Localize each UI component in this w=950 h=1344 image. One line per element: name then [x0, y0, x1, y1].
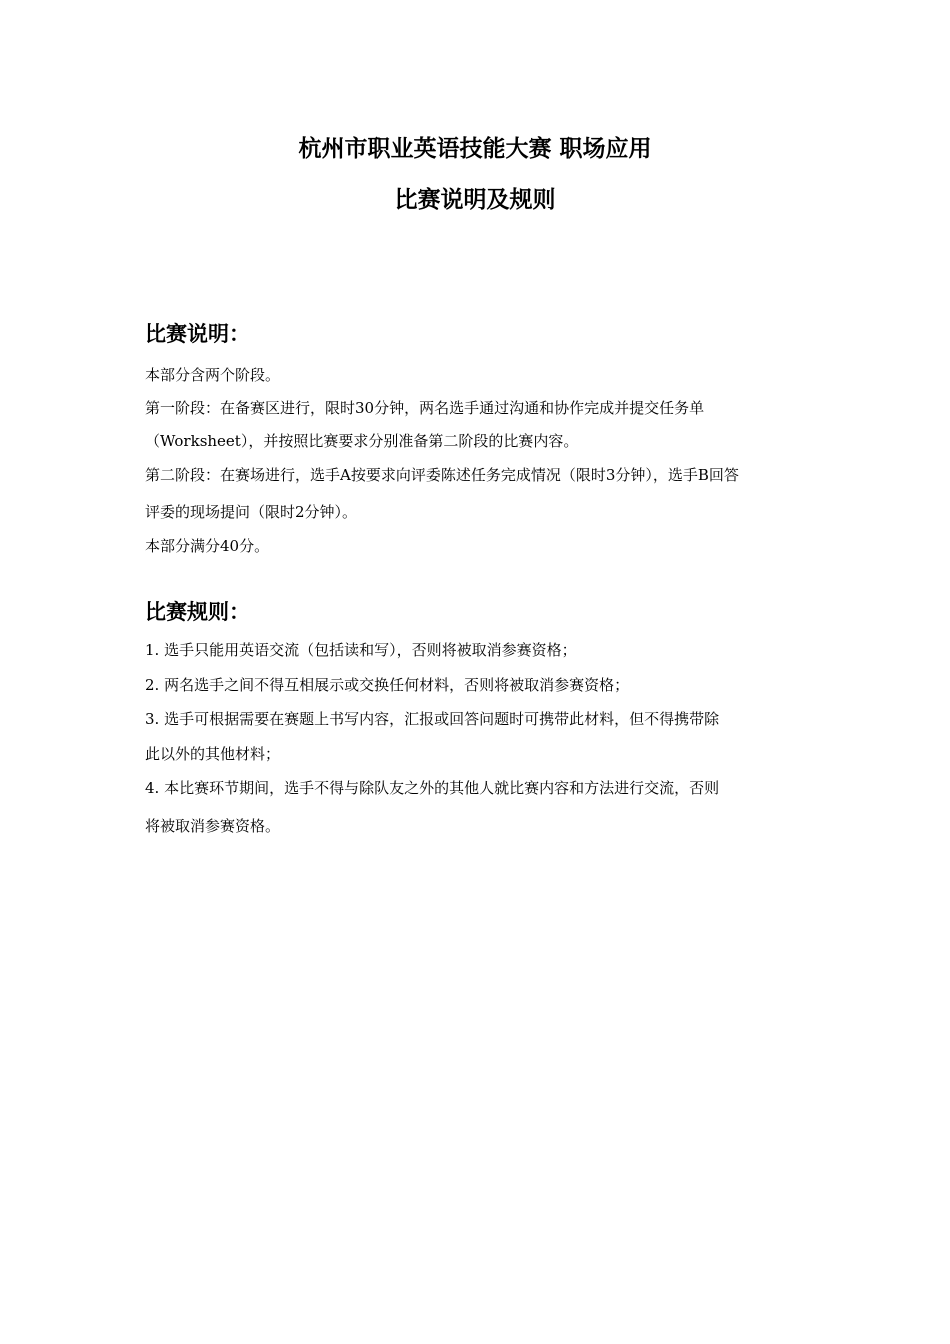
description-line: 本部分含两个阶段。 — [145, 366, 281, 384]
description-line: 第一阶段：在备赛区进行，限时30分钟，两名选手通过沟通和协作完成并提交任务单 — [145, 399, 705, 417]
description-line: 第二阶段：在赛场进行，选手A按要求向评委陈述任务完成情况（限时3分钟），选手B回答 — [145, 466, 739, 484]
document-subtitle: 比赛说明及规则 — [394, 186, 556, 213]
rule-item: 3. 选手可根据需要在赛题上书写内容，汇报或回答问题时可携带此材料，但不得携带除 — [145, 710, 720, 728]
description-heading: 比赛说明： — [145, 321, 250, 346]
rule-item: 4. 本比赛环节期间，选手不得与除队友之外的其他人就比赛内容和方法进行交流，否则 — [145, 779, 720, 797]
rules-heading: 比赛规则： — [145, 599, 250, 624]
description-line: 本部分满分40分。 — [145, 537, 270, 555]
rule-item: 此以外的其他材料； — [145, 745, 281, 763]
rule-item: 1. 选手只能用英语交流（包括读和写），否则将被取消参赛资格； — [145, 641, 577, 659]
description-line: （Worksheet），并按照比赛要求分别准备第二阶段的比赛内容。 — [145, 432, 579, 450]
rule-item: 2. 两名选手之间不得互相展示或交换任何材料，否则将被取消参赛资格； — [145, 676, 630, 694]
rule-item: 将被取消参赛资格。 — [145, 817, 281, 835]
description-line: 评委的现场提问（限时2分钟）。 — [145, 503, 358, 521]
document-title: 杭州市职业英语技能大赛 职场应用 — [298, 135, 652, 162]
